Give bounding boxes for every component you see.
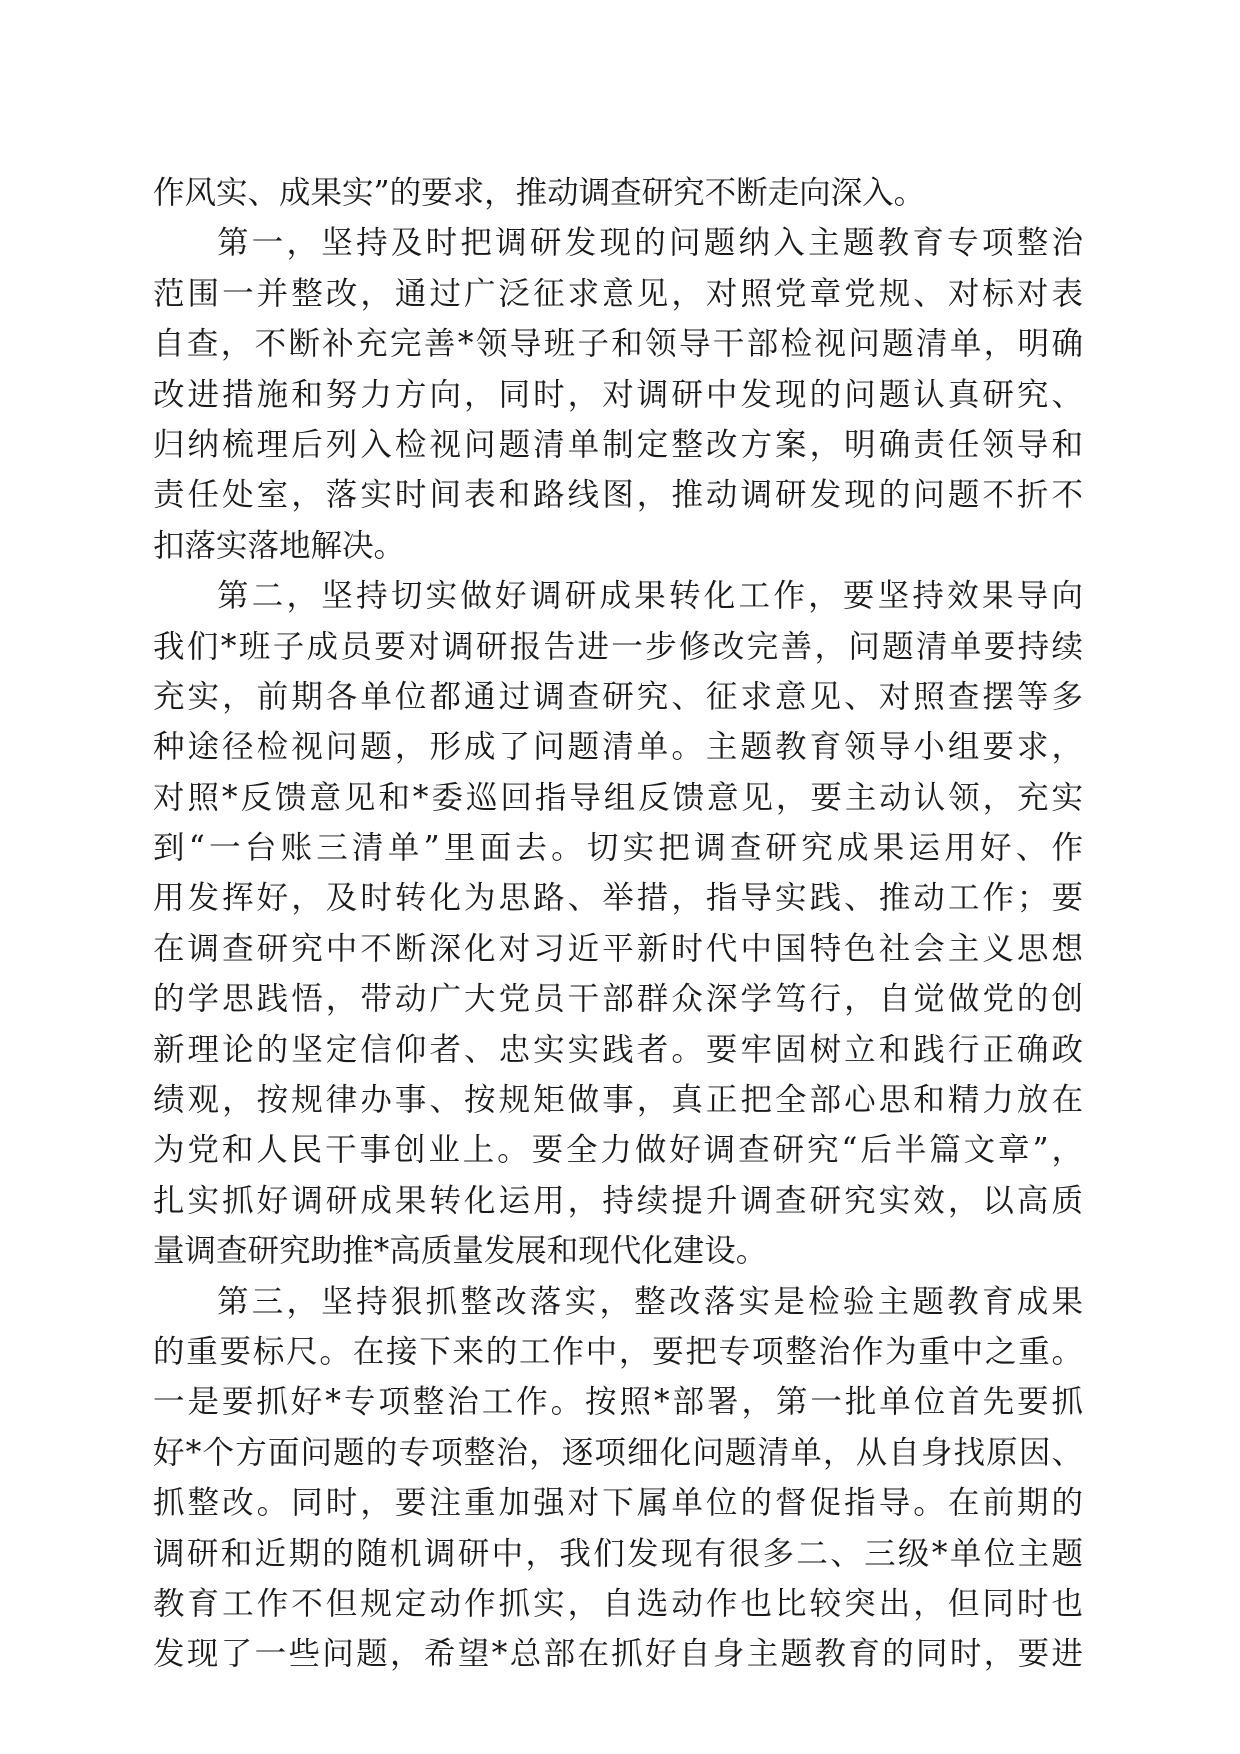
text-line: 扎实抓好调研成果转化运用，持续提升调查研究实效，以高质: [153, 1182, 1083, 1219]
text-line: 扣落实落地解决。: [153, 527, 406, 564]
text-line: 一是要抓好*专项整治工作。按照*部署，第一批单位首先要抓: [153, 1384, 1083, 1421]
text-line: 的学思践悟，带动广大党员干部群众深学笃行，自觉做党的创: [153, 981, 1083, 1018]
text-line: 的重要标尺。在接下来的工作中，要把专项整治作为重中之重。: [153, 1333, 1083, 1370]
text-line: 充实，前期各单位都通过调查研究、征求意见、对照查摆等多: [153, 678, 1083, 715]
text-line: 新理论的坚定信仰者、忠实实践者。要牢固树立和践行正确政: [153, 1031, 1083, 1068]
text-line: 用发挥好，及时转化为思路、举措，指导实践、推动工作；要: [153, 880, 1083, 917]
paragraph-first-line: 第一，坚持及时把调研发现的问题纳入主题教育专项整治: [217, 225, 1083, 262]
text-line: 种途径检视问题，形成了问题清单。主题教育领导小组要求，: [153, 729, 1083, 766]
text-line: 自查，不断补充完善*领导班子和领导干部检视问题清单，明确: [153, 326, 1083, 363]
paragraph-first-line: 第三，坚持狠抓整改落实，整改落实是检验主题教育成果: [217, 1283, 1083, 1320]
text-line: 好*个方面问题的专项整治，逐项细化问题清单，从自身找原因、: [153, 1434, 1083, 1471]
text-line: 范围一并整改，通过广泛征求意见，对照党章党规、对标对表: [153, 275, 1083, 312]
text-line: 教育工作不但规定动作抓实，自选动作也比较突出，但同时也: [153, 1585, 1083, 1622]
text-line: 我们*班子成员要对调研报告进一步修改完善，问题清单要持续: [153, 628, 1083, 665]
text-line: 为党和人民干事创业上。要全力做好调查研究“后半篇文章”，: [153, 1132, 1083, 1169]
text-line: 作风实、成果实”的要求，推动调查研究不断走向深入。: [153, 175, 926, 211]
text-line: 在调查研究中不断深化对习近平新时代中国特色社会主义思想: [153, 930, 1083, 967]
document-body: [153, 168, 1083, 1680]
paragraph-first-line: 第二，坚持切实做好调研成果转化工作，要坚持效果导向: [217, 578, 1083, 615]
text-line: 量调查研究助推*高质量发展和现代化建设。: [153, 1233, 768, 1270]
text-line: 对照*反馈意见和*委巡回指导组反馈意见，要主动认领，充实: [153, 779, 1083, 816]
text-line: 调研和近期的随机调研中，我们发现有很多二、三级*单位主题: [153, 1535, 1083, 1572]
text-line: 责任处室，落实时间表和路线图，推动调研发现的问题不折不: [153, 477, 1083, 514]
text-line: 改进措施和努力方向，同时，对调研中发现的问题认真研究、: [153, 376, 1083, 413]
text-line: 到“一台账三清单”里面去。切实把调查研究成果运用好、作: [153, 830, 1083, 867]
text-line: 抓整改。同时，要注重加强对下属单位的督促指导。在前期的: [153, 1485, 1083, 1522]
text-line: 发现了一些问题，希望*总部在抓好自身主题教育的同时，要进: [153, 1636, 1083, 1673]
text-line: 绩观，按规律办事、按规矩做事，真正把全部心思和精力放在: [153, 1082, 1083, 1119]
text-line: 归纳梳理后列入检视问题清单制定整改方案，明确责任领导和: [153, 426, 1083, 463]
